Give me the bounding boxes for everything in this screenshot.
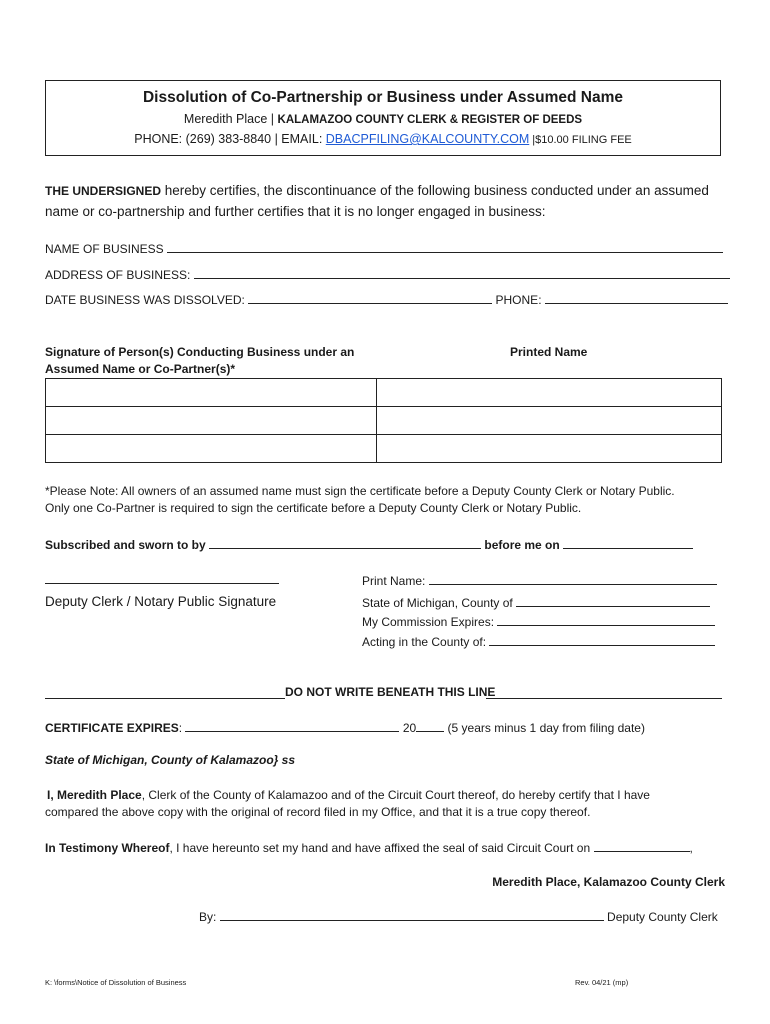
divider-line-right [486,698,722,699]
print-name-label: Print Name: [362,574,426,588]
print-name-field [362,573,717,588]
certificate-colon: : [178,721,183,735]
business-name-label: NAME OF BUSINESS [45,242,164,256]
footer-path: K: \forms\Notice of Dissolution of Business [45,978,187,987]
signature-table [45,378,722,463]
filing-fee: |$10.00 FILING FEE [529,134,632,146]
contact-line [46,132,720,146]
testimony-bold: In Testimony Whereof [45,841,170,855]
certificate-date-input[interactable] [185,720,399,732]
address-label: ADDRESS OF BUSINESS: [45,268,191,282]
office-line: Meredith Place | KALAMAZOO COUNTY CLERK & REGISTER OF DEEDS [183,112,583,126]
year-prefix: 20 [402,721,417,735]
testimony-line [45,840,693,855]
certificate-note: (5 years minus 1 day from filing date) [447,721,645,735]
note-line-2: Only one Co-Partner is required to sign the certificate before a Deputy County Clerk or Notary Public. [45,501,582,515]
deputy-title: Deputy County Clerk [607,910,718,924]
sworn-by-input[interactable] [209,537,481,549]
clerk-name: Meredith Place [183,112,268,126]
phone-text: PHONE: (269) 383-8840 | EMAIL: [134,132,326,146]
commission-input[interactable] [497,614,715,626]
acting-label: Acting in the County of: [362,635,487,649]
year-input[interactable] [416,720,444,732]
state-county-label: State of Michigan, County of [362,596,513,610]
signature-header-line-1: Signature of Person(s) Conducting Business under an [45,345,355,359]
print-name-input[interactable] [429,573,717,585]
signature-cell[interactable] [46,435,377,463]
phone-label: PHONE: [495,293,542,307]
field-business-name [45,241,723,256]
acting-field [362,634,715,649]
acting-input[interactable] [489,634,715,646]
intro-rest: hereby certifies, the discontinuance of the following business conducted under an assumed [161,183,709,198]
signature-header-line-2: Assumed Name or Co-Partner(s)* [45,362,236,376]
by-line [199,909,718,924]
intro-bold: THE UNDERSIGNED [45,184,162,198]
form-title: Dissolution of Co-Partnership or Business under Assumed Name [142,89,623,106]
testimony-date-input[interactable] [594,840,690,852]
state-county-field [362,595,710,610]
sworn-date-input[interactable] [563,537,693,549]
printed-name-header: Printed Name [510,345,588,359]
field-address [45,267,730,282]
phone-input[interactable] [545,292,728,304]
certify-bold: I, Meredith Place [47,788,142,802]
intro-line-1 [45,183,709,198]
before-label: before me on [484,538,560,552]
signature-cell[interactable] [46,407,377,435]
field-date-dissolved [45,292,728,307]
certify-rest: , Clerk of the County of Kalamazoo and of the Circuit Court thereof, do hereby certify that I have [141,788,650,802]
notary-signature-line[interactable] [45,583,279,584]
email-link[interactable]: DBACPFILING@KALCOUNTY.COM [325,132,530,146]
printed-name-cell[interactable] [377,379,722,407]
commission-field [362,614,715,629]
note-line-1: *Please Note: All owners of an assumed name must sign the certificate before a Deputy County Clerk or Notary Public. [45,484,675,498]
date-dissolved-label: DATE BUSINESS WAS DISSOLVED: [45,293,245,307]
do-not-write-label: DO NOT WRITE BENEATH THIS LINE [285,685,496,699]
notary-signature-label: Deputy Clerk / Notary Public Signature [45,594,277,609]
testimony-rest: , I have hereunto set my hand and have affixed the seal of said Circuit Court on [169,841,591,855]
business-name-input[interactable] [167,241,723,253]
state-kalamazoo-line: State of Michigan, County of Kalamazoo} ss [45,753,296,767]
date-dissolved-input[interactable] [248,292,492,304]
by-label: By: [199,910,217,924]
table-row [46,379,722,407]
printed-name-cell[interactable] [377,435,722,463]
address-input[interactable] [194,267,730,279]
state-county-input[interactable] [516,595,710,607]
certify-line-2: compared the above copy with the original of record filed in my Office, and that it is a true copy thereof. [45,805,591,819]
certificate-expires-line [45,720,645,735]
testimony-comma: , [689,841,693,855]
table-row [46,435,722,463]
divider-line-left [45,698,285,699]
signature-cell[interactable] [46,379,377,407]
certificate-expires-label: CERTIFICATE EXPIRES [45,721,179,735]
printed-name-cell[interactable] [377,407,722,435]
commission-label: My Commission Expires: [362,615,495,629]
certify-line-1 [47,788,650,802]
sworn-line [45,537,693,552]
intro-line-2: name or co-partnership and further certifies that it is no longer engaged in business: [45,204,546,219]
sworn-label: Subscribed and sworn to by [45,538,206,552]
by-signature-input[interactable] [220,909,604,921]
header-box [45,80,721,156]
footer-revision: Rev. 04/21 (mp) [575,978,629,987]
clerk-signature-name: Meredith Place, Kalamazoo County Clerk [492,875,725,889]
office-name: KALAMAZOO COUNTY CLERK & REGISTER OF DEEDS [277,114,583,126]
table-row [46,407,722,435]
